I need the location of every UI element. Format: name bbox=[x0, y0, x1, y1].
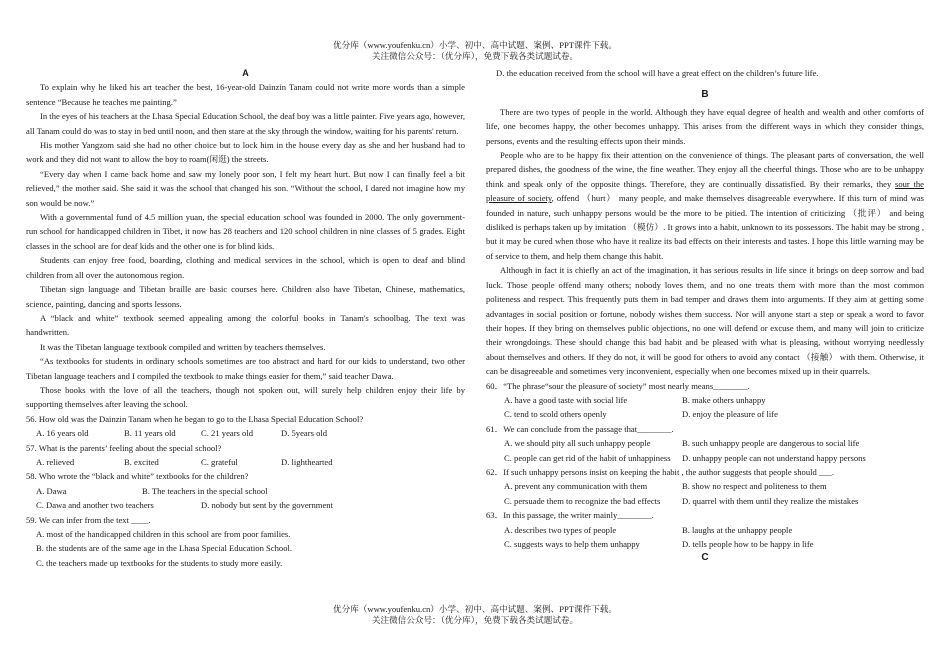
passage-a-title: A bbox=[242, 68, 249, 78]
option: A. relieved bbox=[36, 456, 75, 467]
option: B. the students are of the same age in the Lhasa Special Education School. bbox=[36, 543, 293, 554]
option: C. the teachers made up textbooks for the students to study more easily. bbox=[36, 557, 283, 568]
header-line-2: 关注微信公众号：（优分库），免费下载各类试题试卷。 bbox=[371, 51, 579, 61]
option: C. suggests ways to help them unhappy bbox=[504, 539, 640, 549]
footer-line-2: 关注微信公众号：（优分库），免费下载各类试题试卷。 bbox=[371, 615, 579, 625]
page-footer bbox=[0, 604, 950, 626]
option: C. people can get rid of the habit of unhappiness bbox=[504, 452, 671, 463]
question-61-options-row-2 bbox=[486, 451, 924, 465]
passage-b-paragraph-1: There are two types of people in the world. Although they have equal degree of health and wealth and other comforts of life, one becomes happy, the other becomes unhappy. This arises from the different ways in which they consider things, persons, events and the resulting effects upon their minds. bbox=[486, 106, 924, 146]
passage-b-paragraph-3: Although in fact it is chiefly an act of the imagination, it has serious results in life since it brings on deep sorrow and bad luck. Those people offend many others; nobody loves them, and no one treats them with more than the most common politeness and respect. This frequently puts them in bad temper and draws them into arguments. If they aim at getting some advantages in social position or fortune, nobody wishes them success. Nor will anyone start a step or speak a word to favor their hopes. If they bring on themselves public objections, no one will defend or excuse them, and many will join to criticize their wrongdoings. These should change this bad habit and be pleased with what is pleasing, without worrying needlessly about themselves and others. If they do not, it will be good for others to avoid any contact （接触） with them. Otherwise, it can be disagreeable and sometimes very inconvenient, especially when one becomes mixed up in their quarrels. bbox=[486, 265, 924, 377]
passage-a-paragraph: “Every day when I came back home and saw my lonely poor son, I felt my heart hurt. But now I can finally feel a bit relieved,” the mother said. She said it was the school that changed his son. “Without the school, I dared not imagine how my son would be now.” bbox=[26, 168, 465, 208]
passage-a-paragraph: Those books with the love of all the teachers, though not spoken out, will surely help children enjoy their life by supporting themselves after leaving the school. bbox=[26, 384, 465, 410]
left-column bbox=[26, 66, 465, 570]
passage-a-paragraph: Students can enjoy free food, boarding, clothing and medical services in the school, which is open to deaf and blind children from all over the autonomous region. bbox=[26, 255, 465, 280]
question-60-options-row-2 bbox=[486, 407, 924, 421]
option: C. persuade them to recognize the bad effects bbox=[504, 495, 661, 506]
passage-b-title: B bbox=[701, 89, 709, 101]
option: D. nobody but sent by the government bbox=[201, 500, 333, 511]
passage-a-paragraph: To explain why he liked his art teacher the best, 16-year-old Dainzin Tanam could not write more words than a simple sentence “Because he teaches me painting.” bbox=[26, 82, 465, 107]
option: D. unhappy people can not understand happy persons bbox=[682, 452, 866, 463]
page-header bbox=[0, 40, 950, 62]
option: A. most of the handicapped children in this school are from poor families. bbox=[36, 529, 291, 539]
passage-b-paragraph-2 bbox=[486, 148, 924, 263]
option: B. 11 years old bbox=[124, 428, 176, 439]
right-column bbox=[486, 66, 924, 566]
option: B. The teachers in the special school bbox=[142, 485, 268, 496]
passage-b-paragraph-2-end: , offend （hurt） many people, and make themselves disagreeable everywhere. If this turn of mind was founded in nature, such unhappy persons would be the more to be pitied. The intention of criticizing （批评） and being disliked is perhaps taken up by imitation （模仿）. It grows into a habit, unknown to its possessors. The habit may be strong , but it may be cured when those who have it realize its bad effects on their interests and tastes. I hope this little warning may be of service to them, and help them change this habit. bbox=[486, 193, 925, 261]
question-62-options-row-2 bbox=[486, 494, 924, 508]
option: C. 21 years old bbox=[201, 428, 254, 439]
option: A. prevent any communication with them bbox=[504, 481, 648, 492]
question-63-options-row-1 bbox=[486, 523, 924, 537]
question-58-stem: 58. Who wrote the “black and white” textbooks for the children? bbox=[26, 471, 249, 482]
passage-a-paragraph: With a governmental fund of 4.5 million yuan, the special education school was founded in 2000. The only government-run school for handicapped children in Tibet, it now has 28 teachers and 120 school children in nine classes of 5 grades. Eight classes in the school are for deaf kids and the other one is for blind kids. bbox=[26, 212, 465, 251]
passage-b-paragraph-2-start: People who are to be happy fix their attention on the convenience of things. The pleasant parts of conversation, the well prepared dishes, the goodness of the wine, the fine weather. They enjoy all the cheerful things. Those who are to be unhappy think and speak only of the opposite things. Therefore, they are continually dissatisfied. By their remarks, they bbox=[486, 150, 924, 189]
option: C. Dawa and another two teachers bbox=[36, 500, 154, 511]
option: B. make others unhappy bbox=[682, 394, 766, 405]
option: A. Dawa bbox=[36, 485, 67, 496]
passage-a-paragraph: Tibetan sign language and Tibetan braille are basic courses here. Children also have Tibetan, Chinese, mathematics, science, painting, dancing and sports lessons. bbox=[26, 284, 465, 309]
underlined-phrase: sour the pleasure of society bbox=[486, 178, 924, 204]
option: C. tend to scold others openly bbox=[504, 409, 607, 420]
option: B. such unhappy people are dangerous to social life bbox=[682, 438, 860, 449]
passage-a-paragraph: In the eyes of his teachers at the Lhasa Special Education School, the deaf boy was a little painter. Five years ago, however, all Tanam could do was to stay in bed until noon, and then stare at the sky through the window, waiting for his parents' return. bbox=[26, 111, 465, 136]
question-58-options-row-1 bbox=[26, 484, 465, 498]
option: D. 5years old bbox=[281, 428, 328, 439]
option: A. we should pity all such unhappy people bbox=[504, 438, 651, 449]
passage-a-paragraph: A “black and white” textbook seemed appealing among the colorful books in Tanam's schoolbag. The text was handwritten. bbox=[26, 312, 465, 338]
option: D. quarrel with them until they realize the mistakes bbox=[682, 495, 859, 506]
question-56-stem: 56. How old was the Dainzin Tanam when he began to go to the Lhasa Special Education School? bbox=[26, 413, 364, 424]
option: A. describes two types of people bbox=[504, 524, 617, 535]
question-61-options-row-1 bbox=[486, 436, 924, 450]
option: B. show no respect and politeness to them bbox=[682, 481, 827, 492]
option: C. grateful bbox=[201, 456, 238, 467]
option: D. lighthearted bbox=[281, 456, 333, 467]
question-63-options-row-2 bbox=[486, 537, 924, 551]
option: A. 16 years old bbox=[36, 428, 89, 439]
question-57-stem: 57. What is the parents’ feeling about the special school? bbox=[26, 442, 222, 453]
passage-a-paragraph: “As textbooks for students in ordinary schools sometimes are too abstract and hard for our kids to understand, two other Tibetan language teachers and I compiled the textbook to make things easier for them,” said teacher Dawa. bbox=[26, 356, 465, 381]
footer-line-1: 优分库（www.youfenku.cn）小学、初中、高中试题、案例、PPT课件下载。 bbox=[333, 604, 617, 614]
option: A. have a good taste with social life bbox=[504, 394, 628, 405]
option: D. tells people how to be happy in life bbox=[682, 539, 814, 549]
question-63-stem: 63．In this passage, the writer mainly________. bbox=[486, 510, 654, 521]
passage-a-paragraph: His mother Yangzom said she had no other choice but to lock him in the house every day as she and her husband had to work and they did not want to allow the boy to roam(闲逛) the streets. bbox=[26, 140, 465, 165]
question-62-options-row-1 bbox=[486, 479, 924, 493]
question-58-options-row-2 bbox=[26, 498, 465, 512]
question-56-options bbox=[26, 426, 465, 440]
header-line-1: 优分库（www.youfenku.cn）小学、初中、高中试题、案例、PPT课件下载。 bbox=[333, 40, 617, 50]
question-59-stem: 59. We can infer from the text ____. bbox=[26, 514, 151, 525]
question-57-options bbox=[26, 455, 465, 469]
passage-a-paragraph: It was the Tibetan language textbook compiled and written by teachers themselves. bbox=[40, 341, 326, 352]
question-61-stem: 61．We can conclude from the passage that________. bbox=[486, 423, 674, 434]
option: D. enjoy the pleasure of life bbox=[682, 409, 778, 420]
passage-c-title: C bbox=[701, 552, 709, 564]
question-60-options-row-1 bbox=[486, 393, 924, 407]
option: B. laughs at the unhappy people bbox=[682, 524, 793, 535]
question-60-stem: 60．“The phrase“sour the pleasure of society” most nearly means________. bbox=[486, 380, 750, 391]
option: B. excited bbox=[124, 456, 159, 467]
option: D. the education received from the school will have a great effect on the children’s future life. bbox=[496, 68, 819, 78]
question-62-stem: 62．If such unhappy persons insist on keeping the habit , the author suggests that people should ___. bbox=[486, 466, 834, 477]
